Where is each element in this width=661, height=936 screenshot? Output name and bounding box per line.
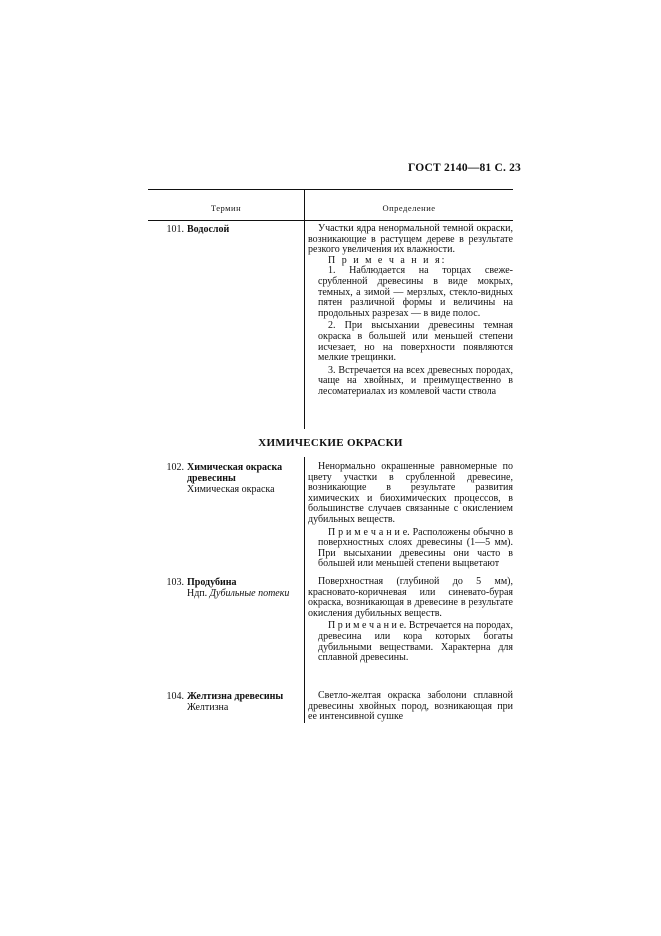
term-synonym: Химическая окраска	[187, 484, 275, 495]
term-synonym: Дубильные потеки	[209, 588, 290, 599]
definition-101	[308, 224, 513, 398]
term-name: Водослой	[187, 224, 230, 235]
column-header-definition: Определение	[382, 203, 436, 213]
definition-103	[308, 577, 513, 664]
definition-104	[308, 691, 513, 723]
term-102	[148, 462, 298, 495]
notes-block	[308, 621, 513, 663]
column-header-term: Термин	[210, 203, 242, 213]
section-title: ХИМИЧЕСКИЕ ОКРАСКИ	[258, 437, 403, 449]
term-number: 104.	[166, 691, 184, 702]
table-top-rule	[148, 189, 513, 190]
note-text: П р и м е ч а н и е. Встречается на породах, древесина или кора которых богаты дубильными веществами. Характерна для сплавной древесины.	[318, 620, 513, 664]
term-104	[148, 691, 298, 713]
definition-text: Участки ядра ненормальной темной окраски, возникающие в растущем дереве в результате резкого увеличения их влажности.	[308, 223, 513, 256]
note-2: 2. При высыхании древесины темная окраска в большей или меньшей степени исчезает, но на поверхности появляются мелкие трещинки.	[318, 320, 513, 364]
term-name-cont: древесины	[187, 473, 236, 484]
note-text: П р и м е ч а н и е. Расположены обычно в поверхностных слоях древесины (1—5 мм). При высыхании древесины они часто в большей или меньшей степени выцветают	[318, 526, 513, 570]
term-number: 101.	[166, 224, 184, 235]
term-number: 102.	[166, 462, 184, 473]
definition-102	[308, 462, 513, 570]
notes-block	[308, 528, 513, 570]
note-3: 3. Встречается на всех древесных породах, чаще на хвойных, и преимущественно в лесоматериалах из комлевой части ствола	[318, 364, 513, 397]
term-number: 103.	[166, 577, 184, 588]
term-101	[148, 224, 298, 235]
definition-text: Поверхностная (глубиной до 5 мм), красновато-коричневая или синевато-бурая окраска, возникающая в древесине в результате окисления дубильных веществ.	[308, 576, 513, 619]
definition-text: Светло-желтая окраска заболони сплавной древесины хвойных пород, возникающая при ее интенсивной сушке	[308, 690, 513, 723]
term-103	[148, 577, 298, 599]
table-header-rule	[148, 220, 513, 221]
term-name: Продубина	[187, 577, 237, 588]
column-divider-upper	[304, 189, 305, 429]
notes-heading: П р и м е ч а н и я:	[328, 254, 447, 266]
notes-block	[308, 256, 513, 398]
term-name: Желтизна древесины	[187, 691, 284, 702]
running-title: ГОСТ 2140—81 С. 23	[408, 162, 521, 174]
note-1: 1. Наблюдается на торцах свеже-срубленной древесины в виде мокрых, темных, а зимой — мерзлых, стекло-видных пятен различной формы и величины на продольных разрезах — в виде полос.	[318, 265, 513, 319]
definition-text: Ненормально окрашенные равномерные по цвету участки в срубленной древесине, возникающие в результате развития химических и биохимических процессов, в большинстве случаев связанные с окислением дубильных веществ.	[308, 461, 513, 525]
term-name: Химическая окраска	[187, 462, 283, 473]
column-divider-lower	[304, 457, 305, 723]
term-synonym: Желтизна	[187, 702, 229, 713]
term-synonym-prefix: Ндп.	[187, 588, 208, 599]
